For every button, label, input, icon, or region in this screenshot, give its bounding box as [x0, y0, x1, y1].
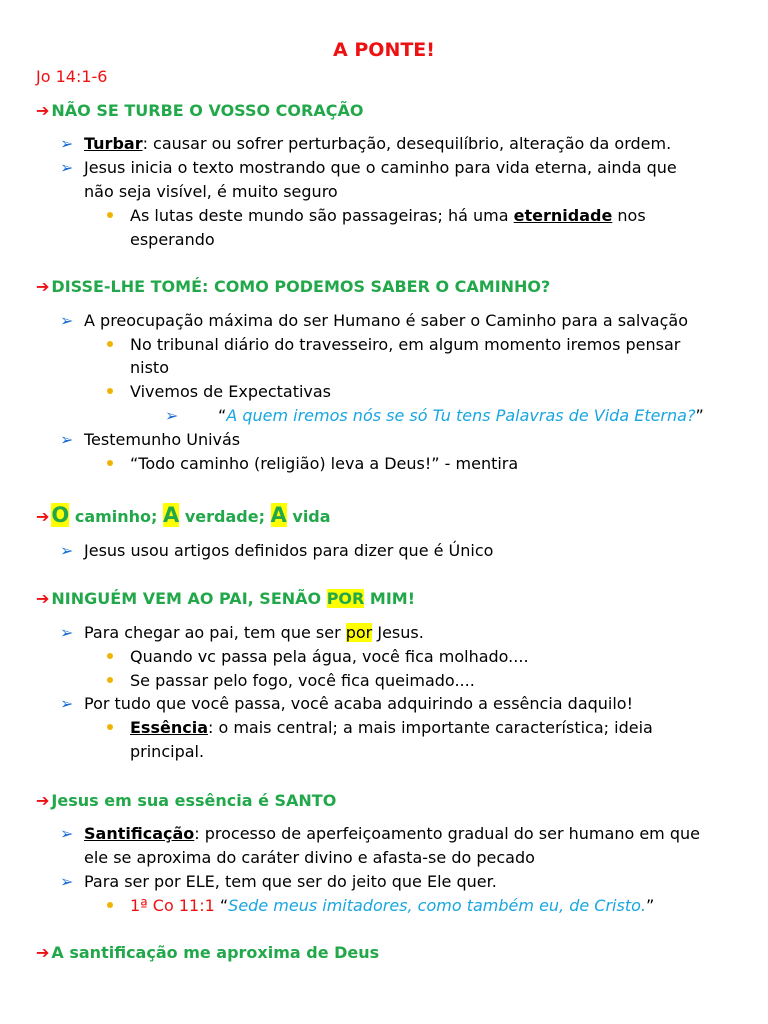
bullet-text-continued: não seja visível, é muito seguro: [84, 182, 338, 201]
scripture-reference: Jo 14:1-6: [36, 67, 108, 86]
quote-mark: “: [218, 406, 227, 425]
highlighted-word: por: [345, 623, 373, 642]
chevron-bullet-icon: ➢: [60, 311, 74, 330]
sub-bullet-text: Se passar pelo fogo, você fica queimado....: [130, 671, 475, 690]
sub-bullet-text: No tribunal diário do travesseiro, em algum momento iremos pensar: [130, 335, 681, 354]
chevron-bullet-icon: ➢: [165, 406, 179, 425]
section-heading-4: [36, 589, 415, 608]
chevron-bullet-icon: ➢: [60, 541, 74, 560]
heading-text: A santificação me aproxima de Deus: [51, 943, 380, 962]
right-arrow-icon: ➔: [36, 101, 50, 120]
scripture-citation: 1ª Co 11:1: [130, 896, 220, 915]
right-arrow-icon: ➔: [36, 277, 50, 296]
bullet-item: [84, 134, 671, 153]
section-heading-5: [36, 791, 336, 810]
bullet-item: [84, 824, 700, 843]
highlighted-article: O: [51, 503, 70, 527]
sub-bullet-text-continued: esperando: [130, 230, 215, 249]
definition-text: : o mais central; a mais importante característica; ideia: [207, 718, 653, 737]
heading-text: vida: [286, 507, 331, 526]
chevron-bullet-icon: ➢: [60, 824, 74, 843]
bullet-text: Jesus usou artigos definidos para dizer que é Único: [84, 541, 494, 560]
right-arrow-icon: ➔: [36, 943, 50, 962]
dot-bullet-icon: [107, 653, 113, 659]
section-heading-2: [36, 277, 550, 296]
dot-bullet-icon: [107, 724, 113, 730]
bullet-text: Jesus.: [372, 623, 424, 642]
sub-bullet-item: [130, 206, 646, 225]
page-title: A PONTE!: [333, 39, 435, 61]
right-arrow-icon: ➔: [36, 589, 50, 608]
sub-bullet-item: [130, 718, 653, 737]
quote-item: [218, 406, 704, 425]
heading-text: DISSE-LHE TOMÉ: COMO PODEMOS SABER O CAMINHO?: [51, 277, 551, 296]
heading-text: verdade;: [179, 507, 271, 526]
bullet-text: Testemunho Univás: [84, 430, 241, 449]
dot-bullet-icon: [107, 212, 113, 218]
section-heading-6: [36, 943, 379, 962]
heading-text: MIM!: [364, 589, 416, 608]
sub-bullet-text-continued: nisto: [130, 358, 169, 377]
sub-bullet-text-continued: principal.: [130, 742, 205, 761]
bullet-text: Para chegar ao pai, tem que ser: [84, 623, 346, 642]
sub-bullet-text: “Todo caminho (religião) leva a Deus!” - mentira: [130, 454, 519, 473]
term: Santificação: [84, 824, 195, 843]
chevron-bullet-icon: ➢: [60, 158, 74, 177]
chevron-bullet-icon: ➢: [60, 872, 74, 891]
dot-bullet-icon: [107, 902, 113, 908]
dot-bullet-icon: [107, 460, 113, 466]
bible-quote: Sede meus imitadores, como também eu, de Cristo.: [228, 896, 646, 915]
heading-text: Jesus em sua essência é SANTO: [51, 791, 337, 810]
highlighted-article: A: [163, 503, 180, 527]
quote-mark: “: [219, 896, 229, 915]
dot-bullet-icon: [107, 341, 113, 347]
dot-bullet-icon: [107, 388, 113, 394]
term: Turbar: [84, 134, 143, 153]
term: Essência: [130, 718, 208, 737]
quote-mark: ”: [645, 896, 655, 915]
sub-bullet-text: Vivemos de Expectativas: [130, 382, 332, 401]
highlighted-article: A: [270, 503, 287, 527]
right-arrow-icon: ➔: [36, 791, 50, 810]
term: eternidade: [513, 206, 613, 225]
sub-bullet-text: As lutas deste mundo são passageiras; há uma: [130, 206, 514, 225]
sub-bullet-text: nos: [612, 206, 646, 225]
sub-bullet-text: Quando vc passa pela água, você fica molhado....: [130, 647, 529, 666]
chevron-bullet-icon: ➢: [60, 694, 74, 713]
bullet-text: Por tudo que você passa, você acaba adquirindo a essência daquilo!: [84, 694, 634, 713]
heading-text: caminho;: [69, 507, 164, 526]
bullet-text: Jesus inicia o texto mostrando que o caminho para vida eterna, ainda que: [84, 158, 677, 177]
bullet-item: [84, 623, 424, 642]
dot-bullet-icon: [107, 677, 113, 683]
chevron-bullet-icon: ➢: [60, 134, 74, 153]
bullet-text-continued: ele se aproxima do caráter divino e afasta-se do pecado: [84, 848, 535, 867]
bullet-text: Para ser por ELE, tem que ser do jeito que Ele quer.: [84, 872, 497, 891]
bible-quote: A quem iremos nós se só Tu tens Palavras de Vida Eterna?: [226, 406, 696, 425]
chevron-bullet-icon: ➢: [60, 623, 74, 642]
definition-text: : processo de aperfeiçoamento gradual do ser humano em que: [194, 824, 700, 843]
right-arrow-icon: ➔: [36, 507, 50, 526]
highlighted-word: POR: [326, 589, 365, 608]
section-heading-3: [36, 503, 331, 527]
definition-text: : causar ou sofrer perturbação, desequilíbrio, alteração da ordem.: [142, 134, 672, 153]
quote-mark: ”: [695, 406, 704, 425]
chevron-bullet-icon: ➢: [60, 430, 74, 449]
sub-bullet-item: [130, 896, 654, 915]
section-heading-1: [36, 101, 363, 120]
bullet-text: A preocupação máxima do ser Humano é saber o Caminho para a salvação: [84, 311, 688, 330]
heading-text: NINGUÉM VEM AO PAI, SENÃO: [51, 589, 327, 608]
heading-text: NÃO SE TURBE O VOSSO CORAÇÃO: [51, 101, 364, 120]
